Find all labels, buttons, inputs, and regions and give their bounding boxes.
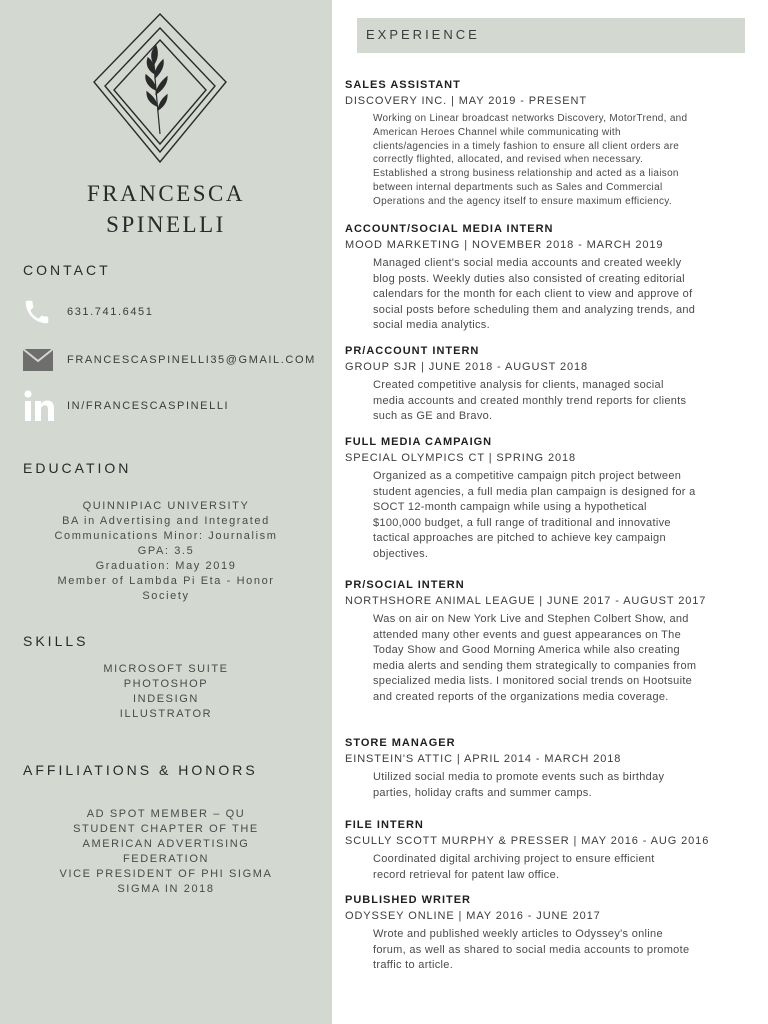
linkedin-icon xyxy=(22,389,62,423)
phone-number[interactable]: 631.741.6451 xyxy=(67,306,154,318)
job-desc-line: record retrieval for patent law office. xyxy=(373,868,560,881)
job-meta: GROUP SJR | JUNE 2018 - AUGUST 2018 xyxy=(345,361,589,373)
job-title: SALES ASSISTANT xyxy=(345,79,461,91)
job-desc-line: Managed client's social media accounts and created weekly xyxy=(373,257,682,269)
job-desc-line: $100,000 budget, a full range of traditional and innovative xyxy=(373,516,671,529)
job-meta: ODYSSEY ONLINE | MAY 2016 - JUNE 2017 xyxy=(345,910,601,922)
experience-heading: EXPERIENCE xyxy=(366,27,480,42)
job-desc-line: Wrote and published weekly articles to Odyssey's online xyxy=(373,928,663,940)
leaf-diamond-logo xyxy=(90,12,230,172)
job-entry xyxy=(345,435,735,562)
job-desc-line: and created reports of the organizations media coverage. xyxy=(373,690,669,703)
job-meta: EINSTEIN'S ATTIC | APRIL 2014 - MARCH 2018 xyxy=(345,753,622,765)
job-entry xyxy=(345,78,735,209)
education-line: QUINNIPIAC UNIVERSITY xyxy=(82,500,250,512)
skills-heading: SKILLS xyxy=(23,633,89,649)
skill-item: MICROSOFT SUITE xyxy=(103,663,229,675)
job-title: PUBLISHED WRITER xyxy=(345,894,471,906)
affiliations-list xyxy=(20,807,312,897)
job-description xyxy=(373,852,735,883)
job-desc-line: blog posts. Weekly duties also consisted of creating editorial xyxy=(373,272,685,285)
job-description xyxy=(373,378,735,425)
contact-phone xyxy=(22,295,154,329)
job-desc-line: student agencies, a full media plan campaign is designed for a xyxy=(373,485,696,498)
skill-item: PHOTOSHOP xyxy=(123,678,209,690)
education-line: Member of Lambda Pi Eta - Honor xyxy=(57,575,275,587)
job-desc-line: attended many other events and guest appearances on The xyxy=(373,628,682,641)
affiliation-line: STUDENT CHAPTER OF THE xyxy=(73,823,259,835)
contact-linkedin xyxy=(22,389,229,423)
contact-heading: CONTACT xyxy=(23,262,111,278)
affiliation-line: FEDERATION xyxy=(122,853,210,865)
first-name: FRANCESCA xyxy=(87,181,245,206)
job-desc-line: media accounts and created monthly trend reports for clients xyxy=(373,394,687,407)
job-desc-line: social posts before scheduling them and analyzing trends, and xyxy=(373,303,696,316)
job-desc-line: clients/agencies in a timely fashion to ensure all client orders are xyxy=(373,140,680,152)
job-description xyxy=(373,612,735,705)
job-meta: DISCOVERY INC. | MAY 2019 - PRESENT xyxy=(345,95,587,107)
education-line: Society xyxy=(142,590,190,602)
job-desc-line: social media analytics. xyxy=(373,319,490,331)
job-meta: MOOD MARKETING | NOVEMBER 2018 - MARCH 2019 xyxy=(345,239,664,251)
job-entry xyxy=(345,818,735,883)
affiliation-line: AD SPOT MEMBER – QU xyxy=(86,808,246,820)
job-desc-line: Operations and the agency itself to ensure maximum efficiency. xyxy=(373,195,672,207)
job-title: ACCOUNT/SOCIAL MEDIA INTERN xyxy=(345,223,554,235)
education-line: Communications Minor: Journalism xyxy=(54,530,278,542)
affiliation-line: SIGMA IN 2018 xyxy=(117,883,215,895)
email-address[interactable]: FRANCESCASPINELLI35@GMAIL.COM xyxy=(67,354,316,366)
education-line: BA in Advertising and Integrated xyxy=(62,515,270,527)
job-meta: NORTHSHORE ANIMAL LEAGUE | JUNE 2017 - AUGUST 2017 xyxy=(345,595,707,607)
job-entry xyxy=(345,736,735,801)
job-desc-line: Utilized social media to promote events such as birthday xyxy=(373,771,665,783)
job-entry xyxy=(345,578,735,705)
job-title: FULL MEDIA CAMPAIGN xyxy=(345,436,493,448)
job-desc-line: tactical approaches are pitched to achieve key campaign xyxy=(373,532,666,544)
job-desc-line: specialized media lists. I monitored social trends on Hootsuite xyxy=(373,675,693,687)
skill-item: ILLUSTRATOR xyxy=(119,708,213,720)
experience-header xyxy=(357,18,745,53)
education-heading: EDUCATION xyxy=(23,460,132,476)
job-desc-line: between internal departments such as Sales and Commercial xyxy=(373,181,663,193)
job-meta: SPECIAL OLYMPICS CT | SPRING 2018 xyxy=(345,452,577,464)
job-desc-line: media alerts and sending them strategically to companies from xyxy=(373,659,697,672)
job-desc-line: correctly flighted, allocated, and revised when necessary. xyxy=(373,154,644,166)
job-title: PR/SOCIAL INTERN xyxy=(345,579,465,591)
job-desc-line: calendars for the month for each client to view and approve of xyxy=(373,288,693,300)
job-desc-line: Working on Linear broadcast networks Discovery, MotorTrend, and xyxy=(373,113,688,124)
job-desc-line: Organized as a competitive campaign pitch project between xyxy=(373,470,682,482)
contact-email xyxy=(22,343,316,377)
affiliations-heading: AFFILIATIONS & HONORS xyxy=(23,762,258,778)
job-description xyxy=(373,927,735,974)
skill-item: INDESIGN xyxy=(133,693,199,705)
job-desc-line: objectives. xyxy=(373,547,429,560)
job-desc-line: such as GE and Bravo. xyxy=(373,410,493,422)
skills-list xyxy=(20,662,312,722)
linkedin-handle[interactable]: IN/FRANCESCASPINELLI xyxy=(67,400,230,412)
job-entry xyxy=(345,893,735,974)
last-name: SPINELLI xyxy=(106,212,226,237)
mail-icon xyxy=(22,343,62,377)
job-desc-line: traffic to article. xyxy=(373,959,454,971)
job-description xyxy=(373,469,735,562)
job-desc-line: Created competitive analysis for clients, managed social xyxy=(373,379,664,391)
job-desc-line: Was on air on New York Live and Stephen Colbert Show, and xyxy=(373,613,689,625)
job-title: PR/ACCOUNT INTERN xyxy=(345,345,480,357)
job-desc-line: Established a strong business relationship and acted as a liaison xyxy=(373,168,679,180)
job-desc-line: Coordinated digital archiving project to ensure efficient xyxy=(373,853,655,865)
job-desc-line: forum, as well as shared to social media accounts to promote xyxy=(373,943,690,956)
job-title: STORE MANAGER xyxy=(345,737,456,749)
job-description xyxy=(373,112,735,209)
job-title: FILE INTERN xyxy=(345,819,424,831)
job-desc-line: American Heroes Channel while communicating with xyxy=(373,126,621,138)
affiliation-line: VICE PRESIDENT OF PHI SIGMA xyxy=(59,868,273,880)
job-desc-line: Today Show and Good Morning America while also creating xyxy=(373,644,680,656)
job-meta: SCULLY SCOTT MURPHY & PRESSER | MAY 2016 - AUG 2016 xyxy=(345,835,710,847)
affiliation-line: AMERICAN ADVERTISING xyxy=(82,838,250,850)
person-name xyxy=(0,178,332,240)
job-entry xyxy=(345,344,735,425)
job-desc-line: SOCT 12-month campaign while using a hypothetical xyxy=(373,501,647,513)
education-line: GPA: 3.5 xyxy=(137,545,195,557)
job-entry xyxy=(345,222,735,334)
phone-icon xyxy=(22,295,62,329)
sidebar xyxy=(0,0,332,1024)
education-details xyxy=(20,499,312,604)
job-desc-line: parties, holiday crafts and summer camps. xyxy=(373,786,592,799)
job-description xyxy=(373,770,735,801)
job-description xyxy=(373,256,735,334)
education-line: Graduation: May 2019 xyxy=(95,560,237,572)
